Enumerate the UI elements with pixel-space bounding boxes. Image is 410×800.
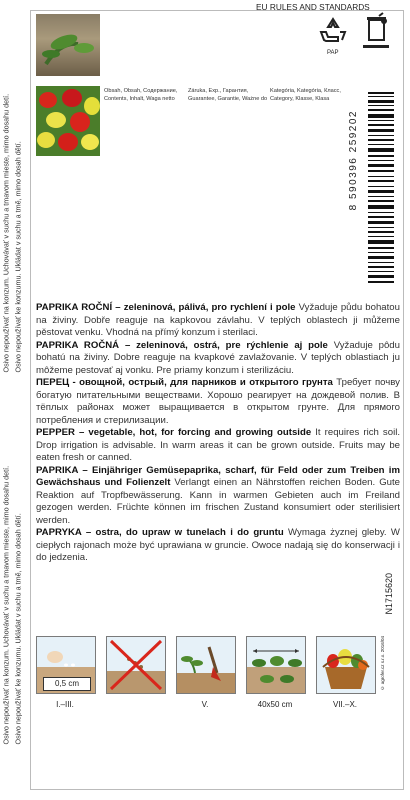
copyright-text: © agrofer.cz s.r.o. 2016/04 [380,636,385,691]
description-de-text: Verlangt einen an Nährstoffen reichen Boden. Gute Reaktion auf Tropfbewässerung. Kann in warmen Gebieten auch im Freiland gezogen werden. Früchte können im frischen Zustand konsumiert oder sterilisiert werden. [36,477,400,526]
harvest-month-label: VII.–X. [332,700,357,709]
planting-month-label: V. [201,700,209,709]
pap-label: PAP [327,50,339,56]
eu-rules-text: EU RULES AND STANDARDS [256,2,370,12]
info-guarantee-label: Záruka, Exp., Гарантия, Guarantee, Garantie, Ważne do [188,88,268,102]
description-de-title: PAPRIKA – Einjähriger Gemüsepaprika, scharf, für Feld oder zum Treiben im Gewächshaus und Folienzelt [36,464,400,488]
side-note-top2 [14,0,23,373]
description-cz [36,302,400,340]
sowing-depth-pictogram [36,636,96,694]
planting-out-pictogram [176,636,236,694]
seedling-photo [36,14,100,76]
description-pl-title: PAPRYKA – ostra, do upraw w tunelach i do gruntu [36,527,284,538]
info-contents-label: Obsah, Obsah, Содержание, Contents, Inhalt, Waga netto [104,88,178,102]
no-direct-sowing-pictogram [106,636,166,694]
product-code: N1715620 [384,573,394,615]
sowing-month-label: I.–III. [56,700,74,709]
peppers-photo [36,86,100,156]
spacing-pictogram [246,636,306,694]
side-note-top-text-sk: Osivo nepoužívať na konzum. Uchovávať v suchu a tmavom mieste, mimo dosahu detí. [1,93,11,373]
trash-bin-icon [359,12,393,50]
description-ru-text: Требует почву богатую питательными веществами. Хорошо реагирует на дождевой полив. В тёплых районах может выращивается в открытом грунте. Для прямого потребления и стерилизации. [36,377,400,426]
description-en [36,427,400,465]
sowing-depth-label: 0,5 cm [43,677,91,691]
description-cz-text: Vyžaduje půdu bohatou na živiny. Dobře reaguje na kapkovou závlahu. V teplých oblastech ji můžeme pěstovat venku. Vhodná na přímý konzum i sterilaci. [36,302,400,338]
side-note-bottom [2,365,11,745]
description-block [36,302,400,565]
description-sk [36,340,400,378]
description-ru [36,377,400,427]
side-note-top [2,0,11,373]
description-sk-title: PAPRIKA ROČNÁ – zeleninová, ostrá, pre rýchlenie aj pole [36,339,328,351]
description-ru-title: ПЕРЕЦ - овощной, острый, для парников и открытого грунта [36,377,333,388]
side-note-top-text-cz: Osivo nepoužívať ke konzumu. Ukládat v suchu a tmě, mimo dosah dětí. [13,141,23,373]
harvest-pictogram [316,636,376,694]
side-note-bottom-text-cz: Osivo nepoužívať ke konzumu. Ukládat v suchu a tmě, mimo dosah dětí. [13,513,23,745]
description-de [36,465,400,528]
description-en-text: It requires rich soil. Drop irrigation is advisable. In warm areas it can be grown outside. Fruits may be eaten fresh or canned. [36,427,400,463]
info-category-label: Kategória, Kategória, Класс, Category, Klasse, Klasa [270,88,341,102]
barcode [366,92,396,284]
barcode-number: 8 590396 259202 [348,110,359,211]
recycle-icon [318,16,348,46]
description-pl-text: Wymaga żyznej gleby. W ciepłych rajonach może być uprawiana w gruncie. Owoce nadają się do konserwacji i do jedzenia. [36,527,400,563]
description-sk-text: Vyžaduje pôdu bohatú na živiny. Dobre reaguje na kvapkové zavlažovanie. V teplých oblastiach ju môžeme pestovať aj vonku. Pre priamy konzum i sterilizáciu. [36,339,400,376]
spacing-label: 40x50 cm [257,700,293,709]
description-pl [36,527,400,565]
side-note-bottom2 [14,365,23,745]
side-note-bottom-text-sk: Osivo nepoužívať na konzum. Uchovávať v suchu a tmavom mieste, mimo dosahu detí. [1,465,11,745]
description-cz-title: PAPRIKA ROČNÍ – zeleninová, pálivá, pro rychlení i pole [36,302,296,313]
description-en-title: PEPPER – vegetable, hot, for forcing and growing outside [36,427,312,438]
